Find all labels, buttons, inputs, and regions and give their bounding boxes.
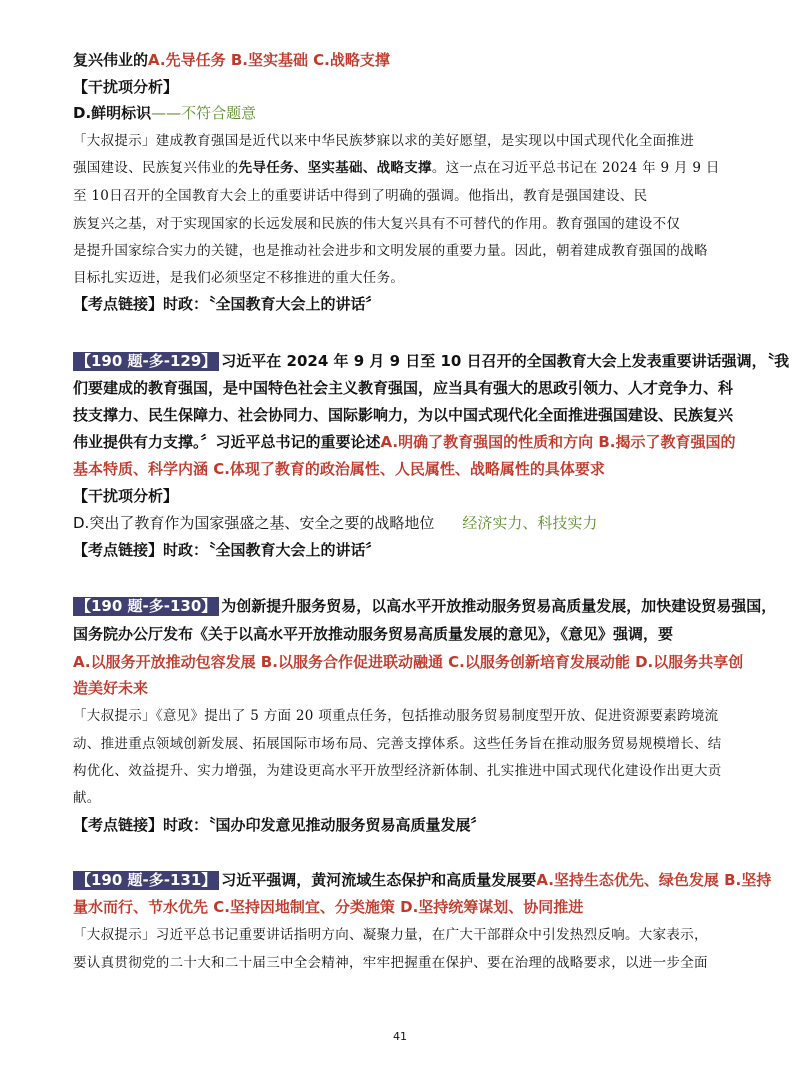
- answer-options: A.先导任务 B.坚实基础 C.战略支撑: [148, 51, 390, 69]
- answer-line: 复兴伟业的A.先导任务 B.坚实基础 C.战略支撑: [73, 51, 390, 69]
- answer-options: 量水而行、节水优先 C.坚持因地制宜、分类施策 D.坚持统筹谋划、协同推进: [73, 898, 584, 916]
- answer-options: A.以服务开放推动包容发展 B.以服务合作促进联动融通 C.以服务创新培育发展动能 D.以服务共享创: [73, 653, 744, 671]
- answer-options: A.坚持生态优先、绿色发展 B.坚持: [536, 871, 772, 889]
- question-line: 【190 题-多-130】 为创新提升服务贸易，以高水平开放推动服务贸易高质量发展，加快建设贸易强国，: [73, 596, 776, 616]
- question-line: 伟业提供有力支撑。〞习近平总书记的重要论述A.明确了教育强国的性质和方向 B.揭示了教育强国的: [73, 433, 736, 451]
- answer-options: A.明确了教育强国的性质和方向 B.揭示了教育强国的: [380, 433, 736, 451]
- topic-link: 【考点链接】时政：〝国办印发意见推动服务贸易高质量发展〞: [73, 816, 486, 834]
- answer-options: 基本特质、科学内涵 C.体现了教育的政治属性、人民属性、战略属性的具体要求: [73, 460, 605, 478]
- page-number: 41: [393, 1030, 407, 1043]
- tip-line: 「大叔提示」建成教育强国是近代以来中华民族梦寐以求的美好愿望，是实现以中国式现代化全面推进: [73, 133, 694, 149]
- question-line: 们要建成的教育强国，是中国特色社会主义教育强国，应当具有强大的思政引领力、人才竞争力、科: [73, 379, 734, 397]
- tip-line: 至 10日召开的全国教育大会上的重要讲话中得到了明确的强调。他指出，教育是强国建设、民: [73, 188, 648, 204]
- distractor-heading: 【干扰项分析】: [73, 487, 179, 505]
- distractor-heading: 【干扰项分析】: [73, 78, 179, 96]
- tip-line: 要认真贯彻党的二十大和二十届三中全会精神，牢牢把握重在保护、要在治理的战略要求，以进一步全面: [73, 955, 708, 971]
- tip-line: 是提升国家综合实力的关键，也是推动社会进步和文明发展的重要力量。因此，朝着建成教育强国的战略: [73, 243, 708, 259]
- tip-line: 构优化、效益提升、实力增强，为建设更高水平开放型经济新体制、扎实推进中国式现代化建设作出更大贡: [73, 763, 722, 779]
- question-line: 国务院办公厅发布《关于以高水平开放推动服务贸易高质量发展的意见》，《意见》强调，要: [73, 625, 674, 643]
- distractor-line: D.突出了教育作为国家强盛之基、安全之要的战略地位 经济实力、科技实力: [73, 514, 598, 532]
- tip-line: 「大叔提示」《意见》提出了 5 方面 20 项重点任务，包括推动服务贸易制度型开放、促进资源要素跨境流: [73, 708, 719, 724]
- answer-options: 造美好未来: [73, 679, 149, 697]
- tip-line: 献。: [73, 790, 101, 806]
- question-line: 技支撑力、民生保障力、社会协同力、国际影响力，为以中国式现代化全面推进强国建设、民族复兴: [73, 406, 734, 424]
- tip-line: 强国建设、民族复兴伟业的先导任务、坚实基础、战略支撑。这一点在习近平总书记在 2024 年 9 月 9 日: [73, 160, 720, 176]
- distractor-line: D.鲜明标识——不符合题意: [73, 104, 257, 122]
- tip-line: 目标扎实迈进，是我们必须坚定不移推进的重大任务。: [73, 270, 405, 286]
- topic-link: 【考点链接】时政：〝全国教育大会上的讲话〞: [73, 541, 381, 559]
- question-tag: 【190 题-多-129】: [73, 352, 219, 371]
- question-line: 【190 题-多-129】 习近平在 2024 年 9 月 9 日至 10 日召开的全国教育大会上发表重要讲话强调，〝我: [73, 351, 789, 371]
- tip-line: 族复兴之基，对于实现国家的长远发展和民族的伟大复兴具有不可替代的作用。教育强国的建设不仅: [73, 216, 681, 232]
- topic-link: 【考点链接】时政：〝全国教育大会上的讲话〞: [73, 295, 381, 313]
- tip-line: 「大叔提示」习近平总书记重要讲话指明方向、凝聚力量，在广大干部群众中引发热烈反响。大家表示，: [73, 927, 708, 943]
- question-tag: 【190 题-多-131】: [73, 871, 219, 890]
- tip-line: 动、推进重点领域创新发展、拓展国际市场布局、完善支撑体系。这些任务旨在推动服务贸易规模增长、结: [73, 736, 722, 752]
- question-line: 【190 题-多-131】 习近平强调，黄河流域生态保护和高质量发展要A.坚持生态优先、绿色发展 B.坚持: [73, 870, 771, 890]
- question-tag: 【190 题-多-130】: [73, 597, 219, 616]
